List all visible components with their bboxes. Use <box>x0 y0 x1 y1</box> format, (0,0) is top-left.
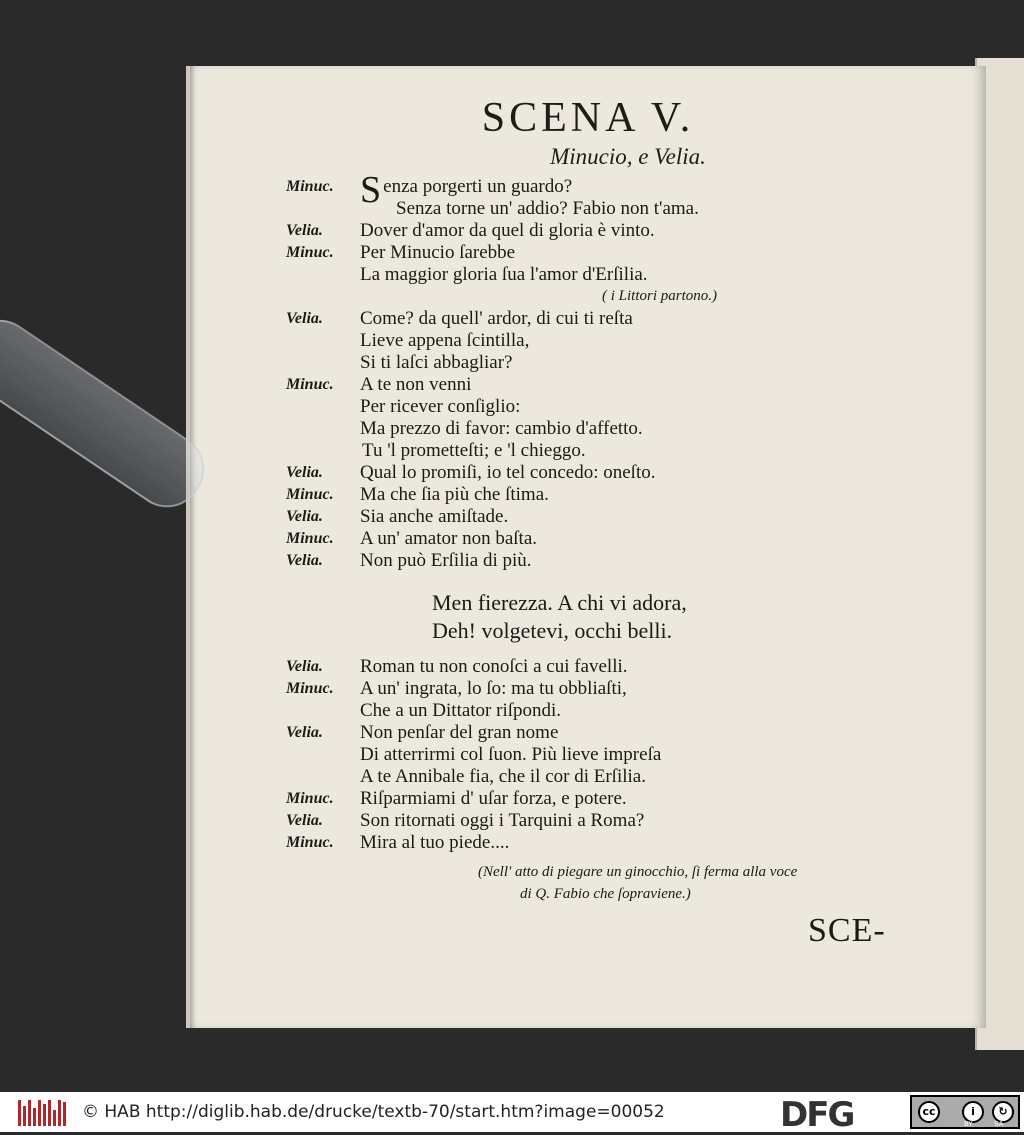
verse-line: A te non venni <box>360 374 472 395</box>
verse-line: A un' amator non baſta. <box>360 528 538 549</box>
cc-icon: cc <box>918 1101 940 1123</box>
aria-line-2: Deh! volgetevi, occhi belli. <box>432 618 673 643</box>
verse-text: enza porgerti un guardo? <box>383 176 573 197</box>
stage-direction-lictors: ( i Littori partono.) <box>602 288 718 304</box>
verse-line: Lieve appena ſcintilla, <box>360 330 530 351</box>
speaker-label: Velia. <box>286 812 323 829</box>
verse-line: Di atterrirmi col ſuon. Più lieve impreſa <box>360 744 662 765</box>
speaker-label: Velia. <box>286 464 323 481</box>
drop-cap: S <box>360 169 382 211</box>
speaker-label: Minuc. <box>286 790 334 807</box>
stage-direction-kneel-1: (Nell' atto di piegare un ginocchio, ſi ferma alla voce <box>478 864 798 880</box>
verse-line: Dover d'amor da quel di gloria è vinto. <box>360 220 655 241</box>
sa-icon: ↻ <box>992 1101 1014 1123</box>
verse-line: Senza torne un' addio? Fabio non t'ama. <box>396 198 699 219</box>
speaker-label: Velia. <box>286 724 323 741</box>
verse-line: Riſparmiami d' uſar forza, e potere. <box>360 788 627 809</box>
verse-line: Tu 'l prometteſti; e 'l chieggo. <box>362 440 586 461</box>
character-list: Minucio, e Velia. <box>550 144 706 169</box>
book-page <box>186 66 986 1028</box>
verse-line: Che a un Dittator riſpondi. <box>360 700 562 721</box>
by-icon: i <box>962 1101 984 1123</box>
scene-title: SCENA V. <box>481 95 695 141</box>
stage-direction-kneel-2: di Q. Fabio che ſopraviene.) <box>520 886 691 902</box>
verse-line: La maggior gloria ſua l'amor d'Erſilia. <box>360 264 648 285</box>
speaker-label: Minuc. <box>286 486 334 503</box>
speaker-label: Minuc. <box>286 680 334 697</box>
verse-line: Ma prezzo di favor: cambio d'affetto. <box>360 418 643 439</box>
viewer-footer <box>0 1092 1024 1135</box>
verse-line: Si ti laſci abbagliar? <box>360 352 513 373</box>
dfg-logo: DFG <box>780 1095 854 1135</box>
cc-license-badge[interactable] <box>910 1095 1020 1129</box>
sa-label: SA <box>994 1120 1004 1128</box>
verse-line: Sia anche amiſtade. <box>360 506 509 527</box>
speaker-label: Minuc. <box>286 376 334 393</box>
by-label: BY <box>964 1120 973 1128</box>
verse-line: Non penſar del gran nome <box>360 722 559 743</box>
verse-line: Come? da quell' ardor, di cui ti reſta <box>360 308 633 329</box>
catchword: SCE- <box>808 912 886 949</box>
verse-line: Qual lo promiſi, io tel concedo: oneſto. <box>360 462 656 483</box>
verse-line: Mira al tuo piede.... <box>360 832 510 853</box>
verse-line: Son ritornati oggi i Tarquini a Roma? <box>360 810 645 831</box>
verse-line: Roman tu non conoſci a cui favelli. <box>360 656 628 677</box>
verse-line <box>360 169 573 211</box>
verse-line: Non può Erſilia di più. <box>360 550 532 571</box>
copyright-link[interactable]: © HAB http://diglib.hab.de/drucke/textb-70/start.htm?image=00052 <box>82 1102 665 1122</box>
speaker-label: Minuc. <box>286 530 334 547</box>
speaker-label: Velia. <box>286 508 323 525</box>
speaker-label: Velia. <box>286 552 323 569</box>
speaker-label: Minuc. <box>286 244 334 261</box>
speaker-label: Velia. <box>286 658 323 675</box>
speaker-label: Velia. <box>286 222 323 239</box>
verse-line: A te Annibale fia, che il cor di Erſilia. <box>360 766 646 787</box>
speaker-label: Velia. <box>286 310 323 327</box>
verse-line: Per ricever conſiglio: <box>360 396 521 417</box>
aria-line-1: Men fierezza. A chi vi adora, <box>432 590 687 615</box>
hab-logo-icon <box>18 1100 66 1126</box>
verse-line: Ma che ſia più che ſtima. <box>360 484 549 505</box>
speaker-label: Minuc. <box>286 178 334 195</box>
speaker-label: Minuc. <box>286 834 334 851</box>
verse-line: Per Minucio ſarebbe <box>360 242 516 263</box>
verse-line: A un' ingrata, lo ſo: ma tu obbliaſti, <box>360 678 627 699</box>
